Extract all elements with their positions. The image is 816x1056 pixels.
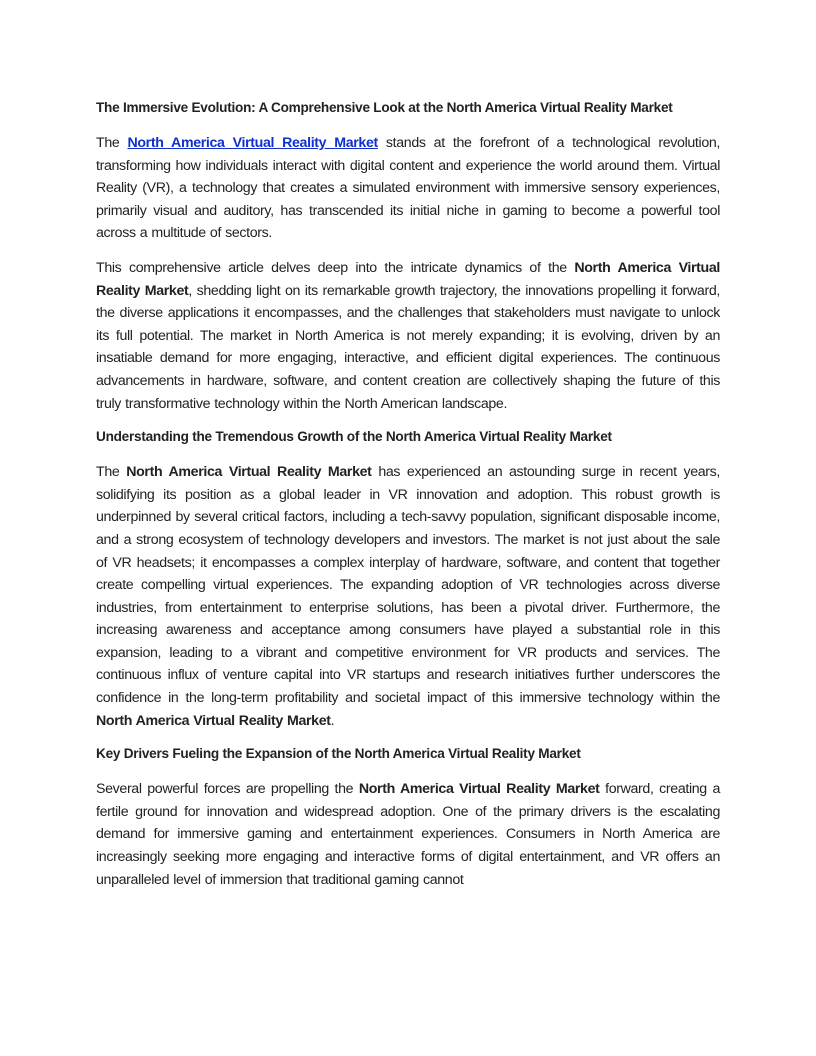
growth-body: has experienced an astounding surge in recent years, solidifying its position as a global leader in VR innovation and adoption. This robust growth is underpinned by several critical factors, including a tech-savvy population, significant disposable income, and a strong ecosystem of technology developers and investors. The market is not just about the sale of VR headsets; it encompasses a complex interplay of hardware, software, and content that together create compelling virtual experiences. The expanding adoption of VR technologies across diverse industries, from entertainment to enterprise solutions, has been a pivotal driver. Furthermore, the increasing awareness and acceptance among consumers have played a substantial role in this expansion, leading to a vibrant and competitive environment for VR products and services. The continuous influx of venture capital into VR startups and research initiatives further underscores the confidence in the long-term profitability and societal impact of this immersive technology within the (96, 464, 720, 707)
document-title: The Immersive Evolution: A Comprehensive Look at the North America Virtual Reality Market (96, 100, 673, 115)
market-name-bold: North America Virtual Reality Market (358, 781, 600, 798)
market-name-bold: North America Virtual Reality Market (96, 712, 331, 729)
overview-prefix: This comprehensive article delves deep into the intricate dynamics of the (96, 259, 575, 276)
document-page (96, 96, 720, 903)
drivers-prefix: Several powerful forces are propelling the (96, 781, 359, 798)
growth-suffix: . (330, 712, 335, 729)
market-name-bold: North America Virtual Reality Market (126, 464, 372, 481)
intro-paragraph (96, 132, 720, 245)
growth-prefix: The (96, 464, 127, 481)
market-link[interactable]: North America Virtual Reality Market (127, 135, 378, 151)
growth-paragraph (96, 461, 720, 732)
intro-suffix: stands at the forefront of a technological revolution, transforming how individuals interact with digital content and experience the world around them. Virtual Reality (VR), a technology that creates a simulated environment with immersive sensory experiences, primarily visual and auditory, has transcended its initial niche in gaming to become a powerful tool across a multitude of sectors. (96, 135, 720, 242)
section-heading-drivers: Key Drivers Fueling the Expansion of the North America Virtual Reality Market (96, 746, 581, 762)
overview-suffix: , shedding light on its remarkable growth trajectory, the innovations propelling it forward, the diverse applications it encompasses, and the challenges that stakeholders must navigate to unlock its full potential. The market in North America is not merely expanding; it is evolving, driven by an insatiable demand for more engaging, interactive, and efficient digital experiences. The continuous advancements in hardware, software, and content creation are collectively shaping the future of this truly transformative technology within the North American landscape. (96, 282, 720, 412)
overview-paragraph (96, 257, 720, 415)
section-heading-growth: Understanding the Tremendous Growth of the North America Virtual Reality Market (96, 429, 612, 445)
intro-prefix: The (96, 135, 128, 151)
market-name-bold: North America Virtual Reality Market (96, 259, 721, 299)
drivers-suffix: forward, creating a fertile ground for innovation and widespread adoption. One of the primary drivers is the escalating demand for immersive gaming and entertainment experiences. Consumers in North America are increasingly seeking more engaging and interactive forms of digital entertainment, and VR offers an unparalleled level of immersion that traditional gaming cannot (96, 781, 720, 888)
drivers-paragraph (96, 778, 720, 891)
